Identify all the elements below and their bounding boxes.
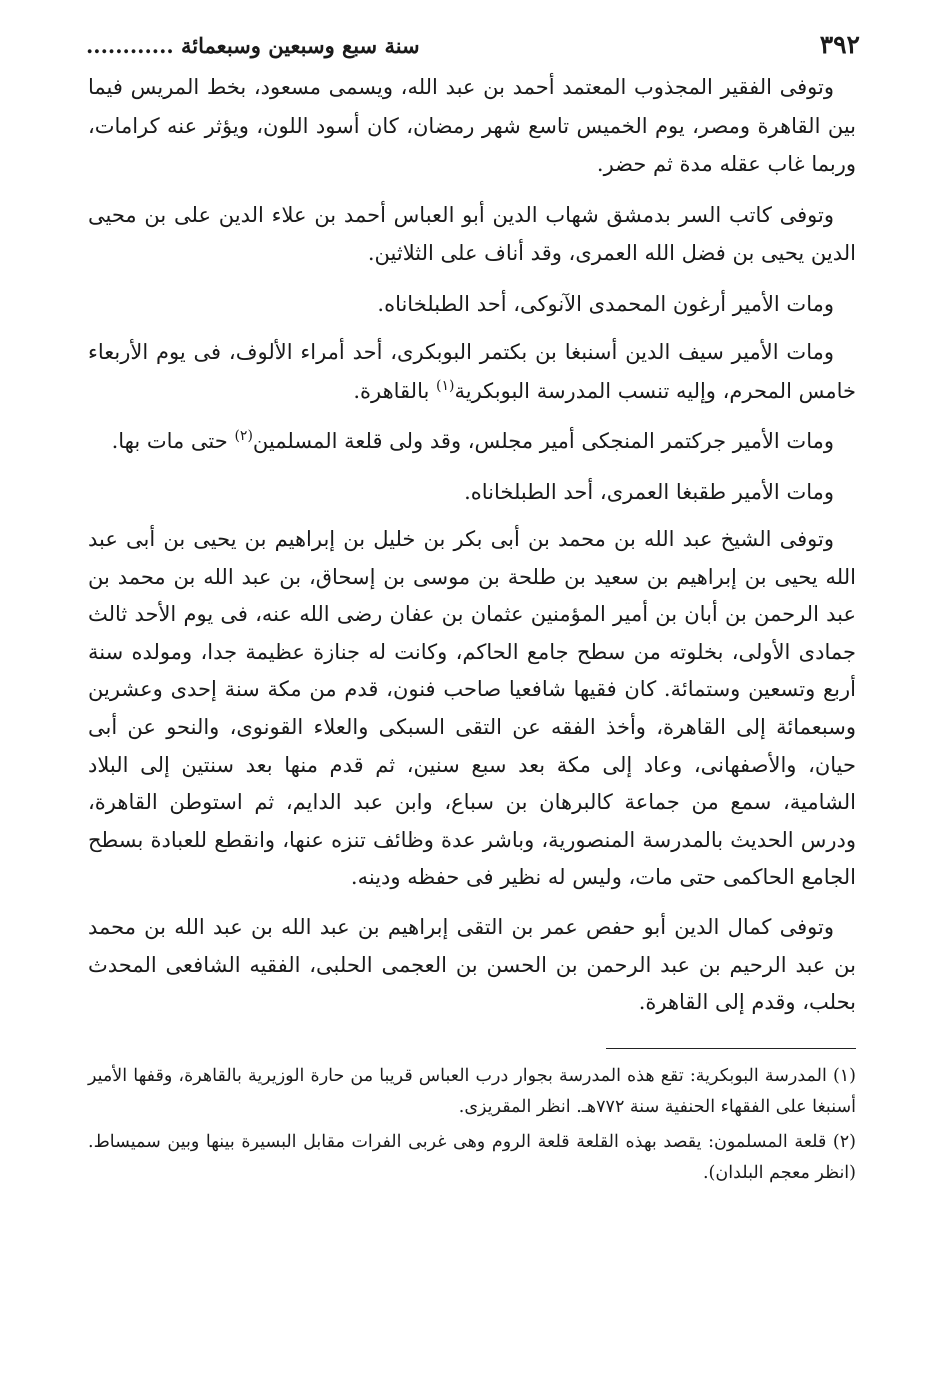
footnotes <box>88 1061 856 1189</box>
body-text <box>88 68 856 1022</box>
paragraph-5-text: ومات الأمير جركتمر المنجكى أمير مجلس، وقد ولى قلعة المسلمين <box>252 429 834 453</box>
paragraph-4-tail: بالقاهرة. <box>353 378 436 403</box>
paragraph-6: ومات الأمير طقبغا العمرى، أحد الطبلخاناه. <box>464 479 834 504</box>
footnote-separator <box>88 1034 856 1057</box>
paragraph-4-text: ومات الأمير سيف الدين أسنبغا بن بكتمر البوبكرى، أحد أمراء الألوف، فى يوم الأربعاء خامس المحرم، وإليه تنسب المدرسة البوبكرية <box>88 340 856 403</box>
paragraph-4 <box>88 333 856 410</box>
paragraph-7: وتوفى الشيخ عبد الله بن محمد بن أبى بكر بن خليل بن إبراهيم بن يحيى بن أبى عبد الله يحيى بن إبراهيم بن سعيد بن طلحة بن موسى بن إسحاق، بن عبد الله بن محمد بن عبد الرحمن بن أبان بن أمير المؤمنين عثمان بن عفان رضى الله عنه، فى يوم الأحد ثالث جمادى الأولى، بخلوته من سطح جامع الحاكم، وكانت له جنازة عظيمة جدا، ومولده سنة أربع وتسعين وستمائة. كان فقيها شافعيا صاحب فنون، قدم من مكة سنة إحدى وعشرين وسبعمائة إلى القاهرة، وأخذ الفقه عن التقى السبكى والعلاء القونوى، والنحو عن أبى حيان، والأصفهانى، وعاد إلى مكة بعد سبع سنين، ثم قدم منها بعد سنتين إلى البلاد الشامية، سمع من جماعة كالبرهان بن سباع، وابن عبد الدايم، ثم استوطن القاهرة، ودرس الحديث بالمدرسة المنصورية، وباشر عدة وظائف تنزه عنها، وانقطع للعبادة بسطح الجامع الحاكمى حتى مات، وليس له نظير فى حفظه ودينه. <box>88 527 856 890</box>
paragraph-8: وتوفى كمال الدين أبو حفص عمر بن التقى إبراهيم بن عبد الله بن عبد الله بن محمد بن عبد الرحيم بن عبد الرحمن بن الحسن بن العجمى الحلبى، الفقيه الشافعى المحدث بحلب، وقدم إلى القاهرة. <box>88 914 856 1015</box>
document-page <box>86 28 860 1348</box>
paragraph-2: وتوفى كاتب السر بدمشق شهاب الدين أبو العباس أحمد بن علاء الدين على بن محيى الدين يحيى بن فضل الله العمرى، وقد أناف على الثلاثين. <box>88 202 856 265</box>
footnote-ref-2: (٢) <box>234 428 253 444</box>
page-number: ٣٩٢ <box>819 30 860 59</box>
footnote-1: (١) المدرسة البوبكرية: تقع هذه المدرسة بجوار درب العباس قريبا من حارة الوزيرية بالقاهرة، وقفها الأمير أسنبغا على الفقهاء الحنفية سنة ٧٧٢هـ. انظر المقريزى. <box>88 1065 856 1117</box>
paragraph-1: وتوفى الفقير المجذوب المعتمد أحمد بن عبد الله، ويسمى مسعود، بخط المريس فيما بين القاهرة ومصر، يوم الخميس تاسع شهر رمضان، كان أسود اللون، ويؤثر عنه كرامات، وربما غاب عقله مدة ثم حضر. <box>88 75 856 176</box>
footnote-rule <box>606 1048 856 1049</box>
footnote-ref-1: (١) <box>436 377 455 394</box>
running-title: سنة سبع وسبعين وسبعمائة ............ <box>86 33 420 58</box>
footnote-2: (٢) قلعة المسلمون: يقصد بهذه القلعة قلعة الروم وهى غربى الفرات مقابل البسيرة بينها وبين سميساط. (انظر معجم البلدان). <box>88 1131 856 1183</box>
paragraph-3: ومات الأمير أرغون المحمدى الآنوكى، أحد الطبلخاناه. <box>377 291 834 316</box>
running-header <box>86 28 860 62</box>
paragraph-5 <box>88 422 856 461</box>
paragraph-5-tail: حتى مات بها. <box>111 429 235 453</box>
